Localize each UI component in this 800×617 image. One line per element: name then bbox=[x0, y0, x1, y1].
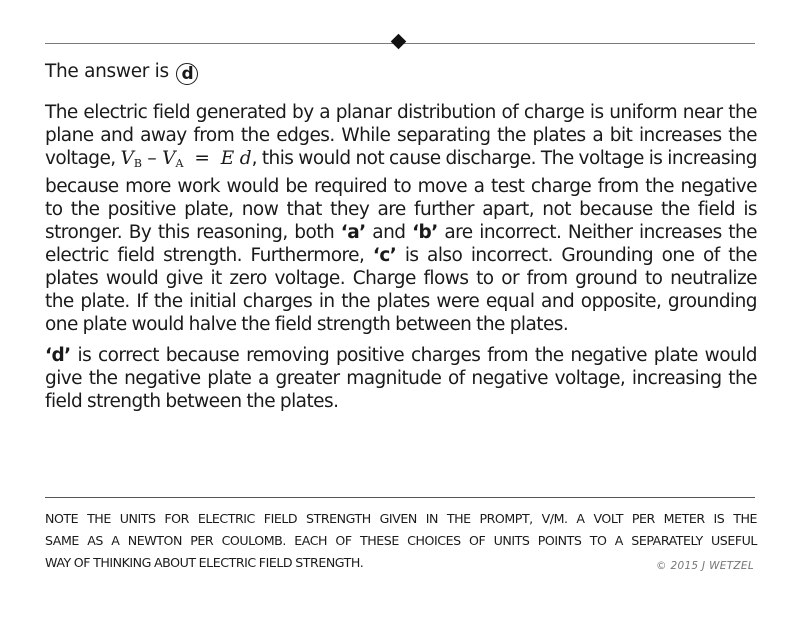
math-subscript: B bbox=[133, 157, 142, 170]
math-operator: = bbox=[183, 148, 221, 169]
text-segment: voltage, bbox=[45, 148, 121, 169]
choice-label-a: ‘a’ bbox=[340, 222, 366, 243]
text-segment: stronger. By this reasoning, both bbox=[45, 222, 341, 243]
math-subscript: A bbox=[175, 157, 184, 170]
text-segment: are incorrect. Neither increases the bbox=[437, 222, 758, 243]
text-line: give the negative plate a greater magnitude of negative voltage, increasing the bbox=[45, 368, 757, 389]
text-line-with-equation bbox=[45, 147, 757, 175]
text-segment: electric field strength. Furthermore, bbox=[45, 245, 373, 266]
answer-statement bbox=[45, 60, 198, 85]
text-line bbox=[45, 344, 757, 367]
text-line: field strength between the plates. bbox=[45, 391, 339, 412]
explanation-paragraph bbox=[45, 101, 757, 336]
correct-answer-paragraph bbox=[45, 344, 757, 413]
choice-label-c: ‘c’ bbox=[372, 245, 397, 266]
text-segment: and bbox=[365, 222, 413, 243]
note-line: SAME AS A NEWTON PER COULOMB. EACH OF THESE CHOICES OF UNITS POINTS TO A SEPARATELY USEFUL bbox=[45, 533, 757, 548]
choice-label-d: ‘d’ bbox=[45, 345, 71, 366]
choice-label-b: ‘b’ bbox=[412, 222, 438, 243]
note-line: NOTE THE UNITS FOR ELECTRIC FIELD STRENGTH GIVEN IN THE PROMPT, V/M. A VOLT PER METER IS THE bbox=[45, 511, 757, 526]
diamond-ornament-icon bbox=[391, 34, 407, 50]
text-line: one plate would halve the field strength between the plates. bbox=[45, 314, 569, 335]
answer-letter-circle: d bbox=[176, 63, 198, 85]
text-segment: , this would not cause discharge. The voltage is increasing bbox=[251, 148, 758, 169]
text-line: The electric field generated by a planar distribution of charge is uniform near the bbox=[45, 102, 757, 123]
math-var: V bbox=[120, 148, 134, 169]
text-line: because more work would be required to move a test charge from the negative bbox=[45, 176, 757, 197]
text-line: plane and away from the edges. While separating the plates a bit increases the bbox=[45, 125, 757, 146]
voltage-equation bbox=[121, 148, 252, 169]
answer-prefix: The answer is bbox=[45, 61, 169, 82]
text-segment: is correct because removing positive charges from the negative plate would bbox=[70, 345, 757, 366]
note-line: WAY OF THINKING ABOUT ELECTRIC FIELD STRENGTH. bbox=[45, 555, 364, 570]
math-operator: – bbox=[141, 148, 163, 169]
text-line: the plate. If the initial charges in the plates were equal and opposite, grounding bbox=[45, 291, 757, 312]
text-segment: is also incorrect. Grounding one of the bbox=[396, 245, 757, 266]
text-line bbox=[45, 221, 757, 244]
text-line: plates would give it zero voltage. Charge flows to or from ground to neutralize bbox=[45, 268, 757, 289]
math-var: V bbox=[162, 148, 176, 169]
text-line bbox=[45, 244, 757, 267]
bottom-divider bbox=[45, 497, 755, 498]
math-var: E d bbox=[220, 148, 252, 169]
text-line: to the positive plate, now that they are further apart, not because the field is bbox=[45, 199, 757, 220]
copyright-notice: © 2015 J WETZEL bbox=[656, 560, 754, 572]
units-note bbox=[45, 508, 757, 574]
